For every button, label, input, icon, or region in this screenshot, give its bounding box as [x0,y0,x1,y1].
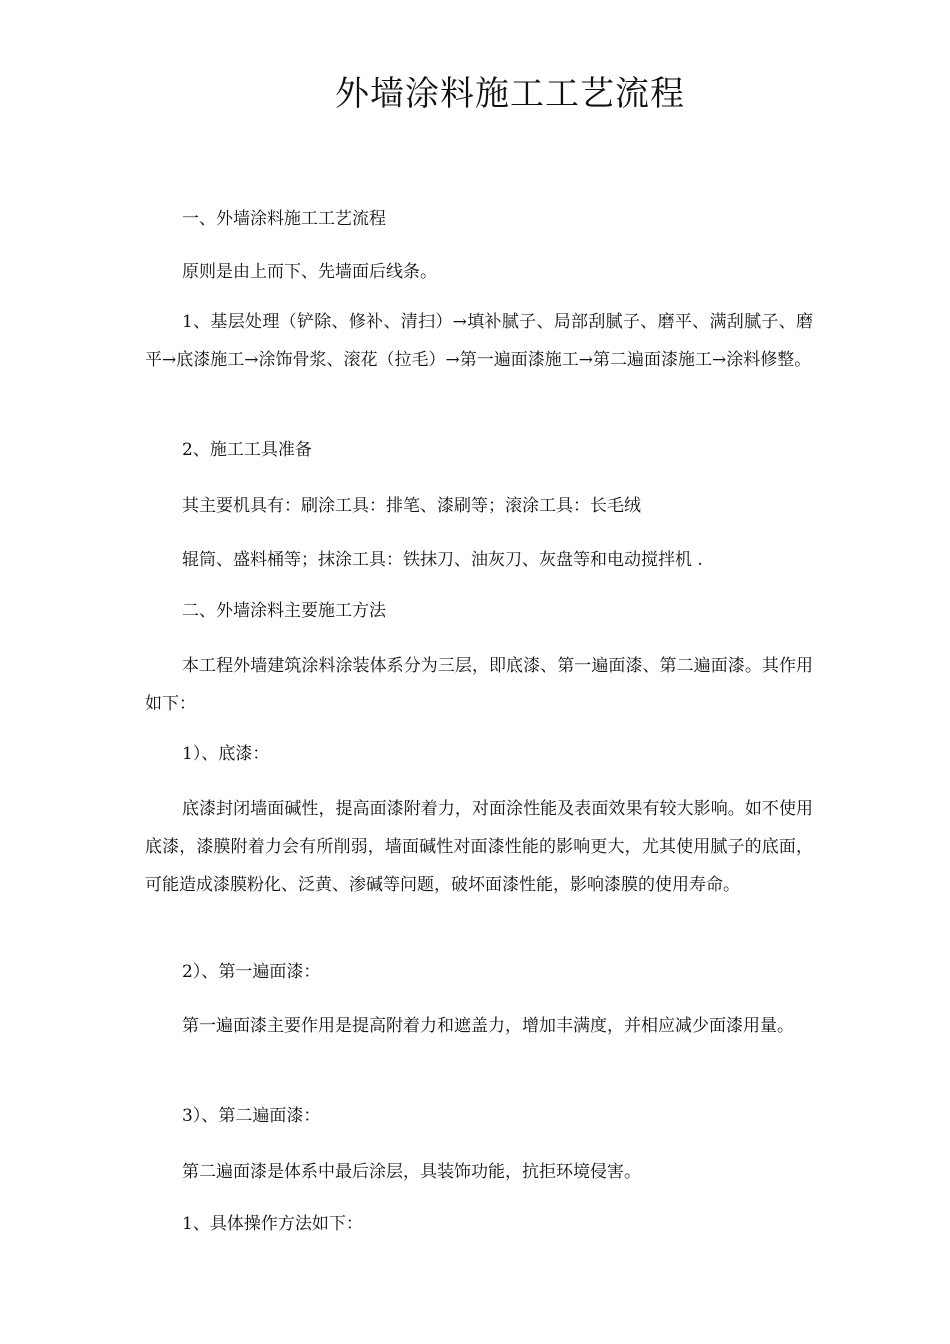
section-heading: 一、外墙涂料施工工艺流程 [182,209,386,229]
paragraph: 第一遍面漆主要作用是提高附着力和遮盖力，增加丰满度，并相应减少面漆用量。 [182,1016,794,1036]
paragraph: 辊筒、盛料桶等；抹涂工具：铁抹刀、油灰刀、灰盘等和电动搅拌机 . [182,550,703,570]
subheading: 1）、底漆： [182,744,270,764]
paragraph: 2、施工工具准备 [182,440,312,460]
subheading: 2）、第一遍面漆： [182,962,321,982]
page-title: 外墙涂料施工工艺流程 [335,74,685,114]
paragraph: 第二遍面漆是体系中最后涂层，具装饰功能，抗拒环境侵害。 [182,1162,641,1182]
paragraph: 其主要机具有：刷涂工具：排笔、漆刷等；滚涂工具：长毛绒 [182,496,641,516]
subheading: 3）、第二遍面漆： [182,1106,321,1126]
paragraph: 底漆封闭墙面碱性，提高面漆附着力，对面涂性能及表面效果有较大影响。如不使用底漆，漆膜附着力会有所削弱，墙面碱性对面漆性能的影响更大，尤其使用腻子的底面，可能造成漆膜粉化、泛黄、渗碱等问题，破坏面漆性能，影响漆膜的使用寿命。 [145,799,813,895]
section-heading: 二、外墙涂料主要施工方法 [182,601,386,621]
paragraph: 本工程外墙建筑涂料涂装体系分为三层，即底漆、第一遍面漆、第二遍面漆。其作用如下： [145,656,813,714]
paragraph: 原则是由上而下、先墙面后线条。 [182,262,437,282]
subheading: 1、具体操作方法如下： [182,1214,363,1234]
paragraph: 1、基层处理（铲除、修补、清扫）→填补腻子、局部刮腻子、磨平、满刮腻子、磨平→底漆施工→涂饰骨浆、滚花（拉毛）→第一遍面漆施工→第二遍面漆施工→涂料修整。 [145,312,813,370]
